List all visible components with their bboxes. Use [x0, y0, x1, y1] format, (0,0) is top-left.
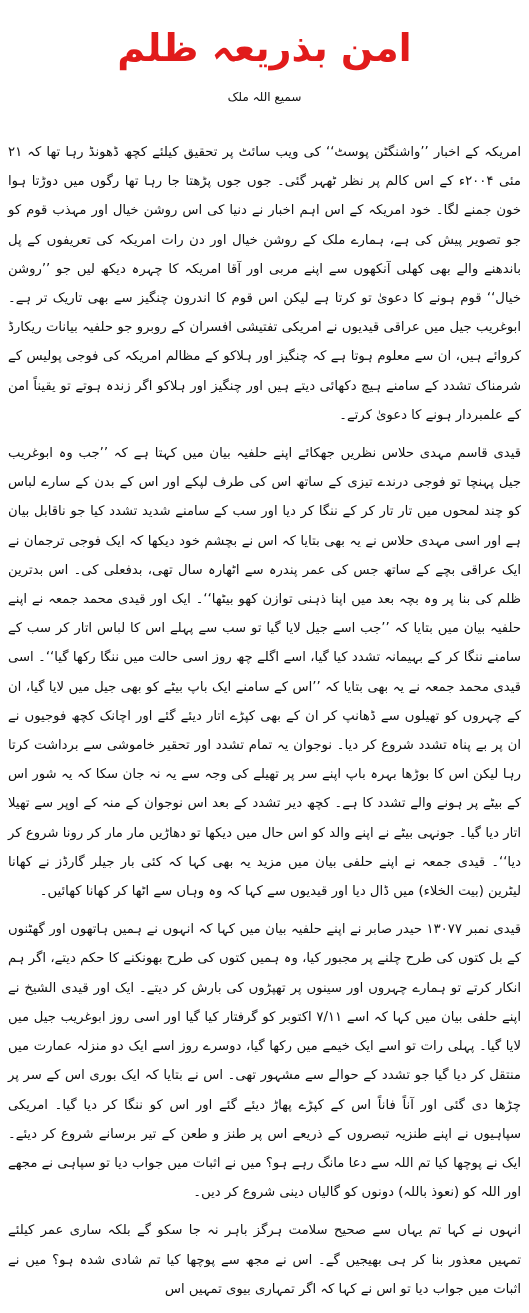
article-title: امن بذریعہ ظلم	[117, 26, 412, 70]
article-paragraph-2: قیدی قاسم مہدی حلاس نظریں جھکائے اپنے حلفیہ بیان میں کہتا ہے کہ ’’جب وہ ابوغریب جیل پہنچا تو فوجی درندے تیزی کے ساتھ اس کی طرف لپکے اور اس کے بدن کے سارے لباس کو چند لمحوں میں تار تار کر کے ننگا کر دیا اور سب کے سامنے شدید تشدد کیا جو ناقابل بیان ہے اور اسی مہدی حلاس نے یہ بھی بتایا کہ اس نے بچشم خود دیکھا کہ ایک فوجی ترجمان نے ایک عراقی بچے کے ساتھ جس کی عمر پندرہ سے اٹھارہ سال تھی، بدفعلی کی۔ اس بدترین ظلم کی بنا پر وہ بچہ بعد میں اپنا ذہنی توازن کھو بیٹھا‘‘۔ ایک اور قیدی محمد جمعہ نے اپنے حلفیہ بیان میں بتایا کہ ’’جب اسے جیل لایا گیا تو سب سے پہلے اس کا لباس اتار کر سب کے سامنے ننگا کر کے بہیمانہ تشدد کیا گیا، اسے اگلے چھ روز اسی حالت میں ننگا رکھا گیا‘‘۔ اسی قیدی محمد جمعہ نے یہ بھی بتایا کہ ’’اس کے سامنے ایک باپ بیٹے کو بھی جیل میں لایا گیا، ان کے چہروں کو تھیلوں سے ڈھانپ کر ان کے بھی کپڑے اتار دیئے گئے اور اچانک کچھ فوجیوں نے ان پر بے پناہ تشدد شروع کر دیا۔ نوجوان یہ تمام تشدد اور تحقیر خاموشی سے برداشت کرتا رہا لیکن اس کا بوڑھا بہرہ باپ اپنے سر پر تھیلے کی وجہ سے یہ نہ جان سکا کہ یہ شور اس کے بیٹے پر ہونے والے تشدد کا ہے۔ کچھ دیر تشدد کے بعد اس نوجوان کے منہ کے اوپر سے تھیلا اتار دیا گیا۔ جونہی بیٹے نے اپنے والد کو اس حال میں دیکھا تو دھاڑیں مار مار کر رونا شروع کر دیا‘‘۔ قیدی جمعہ نے اپنے حلفی بیان میں مزید یہ بھی کہا کہ کئی بار جیلر گارڈز نے کھانا لیٹرین (بیت الخلاء) میں ڈال دیا اور قیدیوں سے کہا کہ وہ وہاں سے اٹھا کر کھانا کھائیں۔	[8, 446, 521, 900]
article-paragraph-4: انہوں نے کہا تم یہاں سے صحیح سلامت ہرگز باہر نہ جا سکو گے بلکہ ساری عمر کیلئے تمہیں معذور بنا کر ہی بھیجیں گے۔ اس نے مجھ سے پوچھا کیا تم شادی شدہ ہو؟ میں نے اثبات میں جواب دیا تو اس نے کہا کہ اگر تمہاری بیوی تمہیں اس	[8, 1223, 521, 1297]
article-paragraph-1: امریکہ کے اخبار ’’واشنگٹن پوسٹ‘‘ کی ویب سائٹ پر تحقیق کیلئے کچھ ڈھونڈ رہا تھا کہ ۲۱ مئی ۲۰۰۴ء کے اس کالم پر نظر ٹھہر گئی۔ جوں جوں پڑھتا جا رہا تھا رگوں میں دوڑتا ہوا خون جمنے لگا۔ خود امریکہ کے اس اہم اخبار نے دنیا کی اس روشن خیال اور مہذب قوم کو جو تصویر پیش کی ہے، ہمارے ملک کے روشن خیال اور دن رات امریکہ کی تعریفوں کے پل باندھنے والے بھی کھلی آنکھوں سے اپنے مربی اور آقا امریکہ کا چہرہ دیکھ لیں جو ’’روشن خیال‘‘ قوم ہونے کا دعویٰ تو کرتا ہے لیکن اس قوم کا اندرون چنگیز سے بھی تاریک تر ہے۔ ابوغریب جیل میں عراقی قیدیوں نے امریکی تفتیشی افسران کے روبرو جو حلفیہ بیانات ریکارڈ کروائے ہیں، ان سے معلوم ہوتا ہے کہ چنگیز اور ہلاکو کے مظالم امریکہ کی فوجی پولیس کے شرمناک تشدد کے سامنے ہیچ دکھائی دیتے ہیں اور چنگیز اور ہلاکو اگر زندہ ہوتے تو یقیناً امن کے علمبردار ہونے کا دعویٰ کرتے۔	[8, 145, 521, 423]
article-paragraph-3: قیدی نمبر ۱۳۰۷۷ حیدر صابر نے اپنے حلفیہ بیان میں کہا کہ انہوں نے ہمیں ہاتھوں اور گھٹنوں کے بل کتوں کی طرح چلنے پر مجبور کیا، وہ ہمیں کتوں کی طرح بھونکنے کا حکم دیتے، اگر ہم انکار کرتے تو ہمارے چہروں اور سینوں پر تھپڑوں کی بارش کر دیتے۔ ایک اور قیدی الشیخ نے اپنے حلفی بیان میں کہا کہ اسے ۷/۱۱ اکتوبر کو گرفتار کیا گیا اور اسی روز ابوغریب جیل میں لایا گیا۔ پہلی رات تو اسے ایک خیمے میں رکھا گیا، دوسرے روز اسے ایک دو منزلہ عمارت میں منتقل کر دیا گیا جو تشدد کے حوالے سے مشہور تھی۔ اس نے بتایا کہ ایک بوری اس کے سر پر چڑھا دی گئی اور آناً فاناً اس کے کپڑے پھاڑ دیئے گئے اور اس کو ننگا کر دیا گیا۔ امریکی سپاہیوں نے اپنے طنزیہ تبصروں کے ذریعے اس پر طنز و طعن کے تیر برسانے شروع کر دیئے۔ ایک نے پوچھا کیا تم اللہ سے دعا مانگ رہے ہو؟ میں نے اثبات میں جواب دیا تو سپاہی نے مجھے اور اللہ کو (نعوذ باللہ) دونوں کو گالیاں دینی شروع کر دیں۔	[8, 922, 522, 1201]
author-byline: سمیع اللہ ملک	[227, 90, 302, 104]
article-body	[8, 138, 521, 1313]
